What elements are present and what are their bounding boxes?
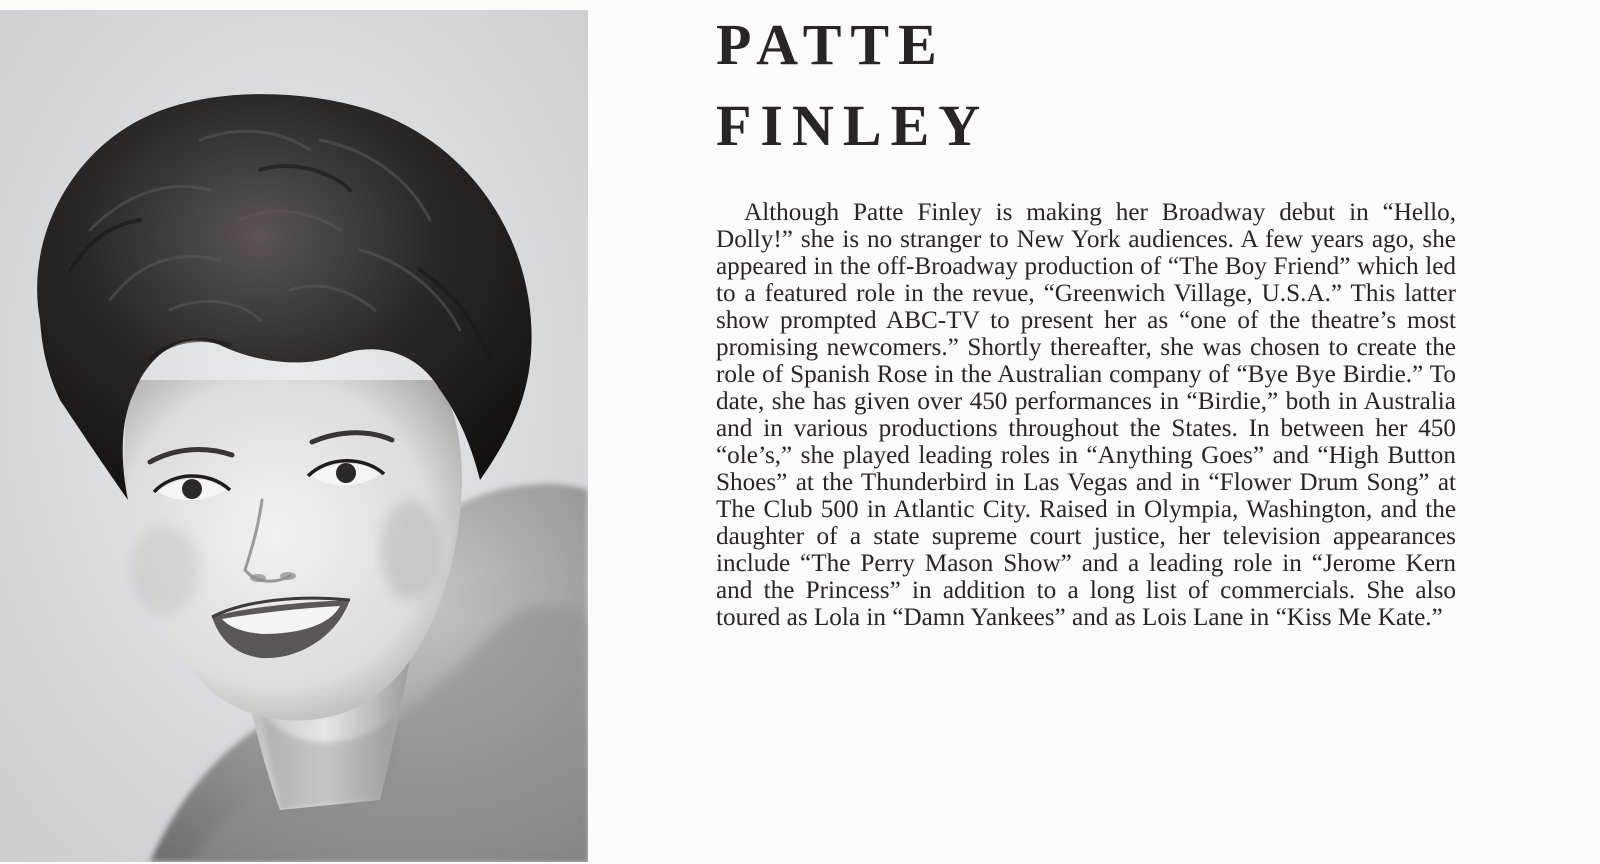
- biography-paragraph: Although Patte Finley is making her Broadway debut in “Hello, Dolly!” she is no stranger to New York audiences. A few years ago, she appeared in the off-Broadway production of “The Boy Friend” which led to a featured role in the revue, “Greenwich Village, U.S.A.” This latter show prompted ABC-TV to present her as “one of the theatre’s most promising newcomers.” Shortly thereafter, she was chosen to create the role of Spanish Rose in the Australian company of “Bye Bye Birdie.” To date, she has given over 450 performances in “Birdie,” both in Australia and in various productions throughout the States. In between her 450 “ole’s,” she played leading roles in “Anything Goes” and “High Button Shoes” at the Thunderbird in Las Vegas and in “Flower Drum Song” at The Club 500 in Atlantic City. Raised in Olympia, Washington, and the daughter of a state supreme court justice, her television appearances include “The Perry Mason Show” and a leading role in “Jerome Kern and the Princess” in addition to a long list of commercials. She also toured as Lola in “Damn Yankees” and as Lois Lane in “Kiss Me Kate.”: [716, 199, 1456, 631]
- last-name-heading: FINLEY: [716, 93, 990, 158]
- portrait-illustration: [0, 10, 588, 862]
- first-name-heading: PATTE: [716, 12, 946, 77]
- bio-column: [716, 14, 1456, 631]
- portrait-photo: [0, 10, 588, 862]
